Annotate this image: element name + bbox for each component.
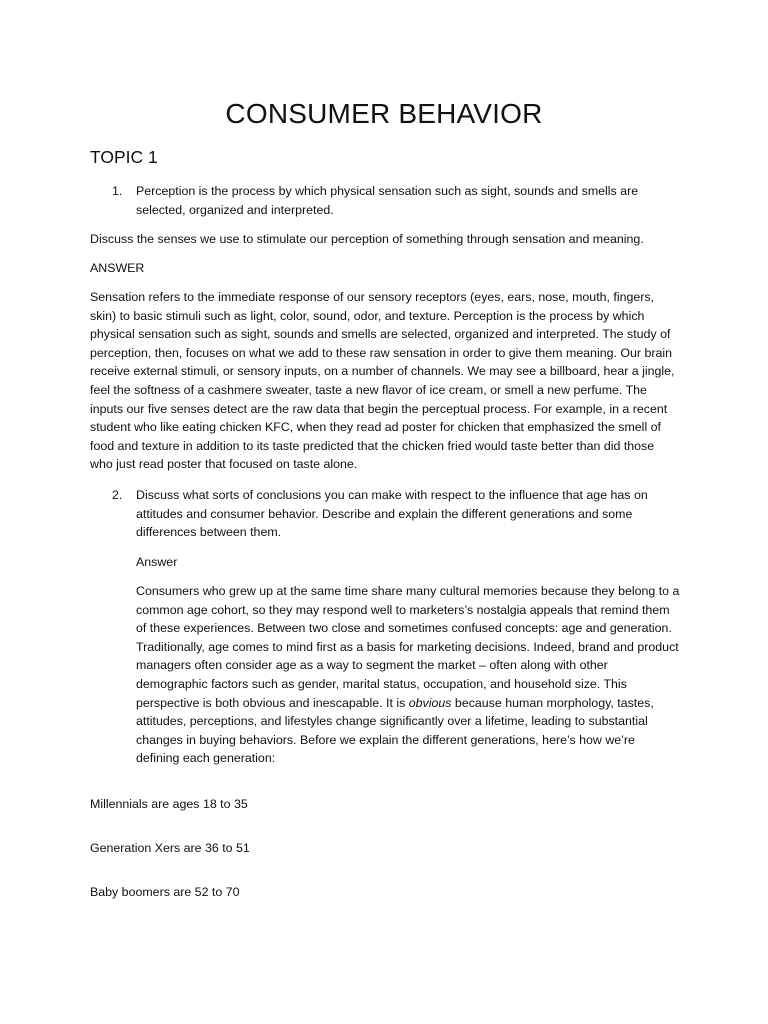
generation-baby-boomers: Baby boomers are 52 to 70: [90, 885, 240, 899]
question-2-number: 2.: [112, 488, 123, 502]
answer-2-text-end: because human morphology, tastes, attitudes, perceptions, and lifestyles change significantly over a lifetime, leading to substantial changes in buying behaviors. Before we explain the different generations, here’s how we’re defining each generation:: [136, 695, 654, 766]
question-2-text: Discuss what sorts of conclusions you can make with respect to the influence that age has on attitudes and consumer behavior. Describe and explain the different generations and some differences between them.: [136, 488, 648, 540]
generation-millennials: Millennials are ages 18 to 35: [90, 797, 248, 811]
answer-2-text-start: Consumers who grew up at the same time share many cultural memories because they belong to a common age cohort, so they may respond well to marketers’s nostalgia appeals that remind them of these experiences. Between two close and sometimes confused concepts: age and generation. Traditionally, age comes to mind first as a basis for marketing decisions. Indeed, brand and product managers often consider age as a way to segment the market – often along with other demographic factors such as gender, marital status, occupation, and household size. This perspective is both obvious and inescapable. It is: [136, 584, 680, 710]
answer-2-italic-word: obvious: [408, 695, 452, 710]
answer-2-paragraph: [136, 582, 681, 768]
answer-2-label: Answer: [136, 555, 178, 569]
question-1-prompt: Discuss the senses we use to stimulate our perception of something through sensation and meaning.: [90, 232, 644, 246]
answer-label: ANSWER: [90, 261, 145, 275]
question-1-text: Perception is the process by which physical sensation such as sight, sounds and smells are selected, organized and interpreted.: [136, 184, 639, 217]
answer-1-paragraph: Sensation refers to the immediate response of our sensory receptors (eyes, ears, nose, mouth, fingers, skin) to basic stimuli such as light, color, sound, odor, and texture. Perception is the process by which physical sensation such as sight, sounds and smells are selected, organized and interpreted. The study of perception, then, focuses on what we add to these raw sensation in order to give them meaning. Our brain receive external stimuli, or sensory inputs, on a number of channels. We may see a billboard, hear a jingle, feel the softness of a cashmere sweater, taste a new flavor of ice cream, or smell a new perfume. The inputs our five senses detect are the raw data that begin the perceptual process. For example, in a recent student who like eating chicken KFC, when they read ad poster for chicken that emphasized the smell of food and texture in addition to its taste predicted that the chicken fried would taste better than did those who just read poster that focused on taste alone.: [90, 290, 675, 472]
topic-heading: TOPIC 1: [90, 147, 158, 167]
document-title: CONSUMER BEHAVIOR: [225, 98, 543, 129]
generation-x: Generation Xers are 36 to 51: [90, 841, 250, 855]
question-1-number: 1.: [112, 184, 123, 198]
